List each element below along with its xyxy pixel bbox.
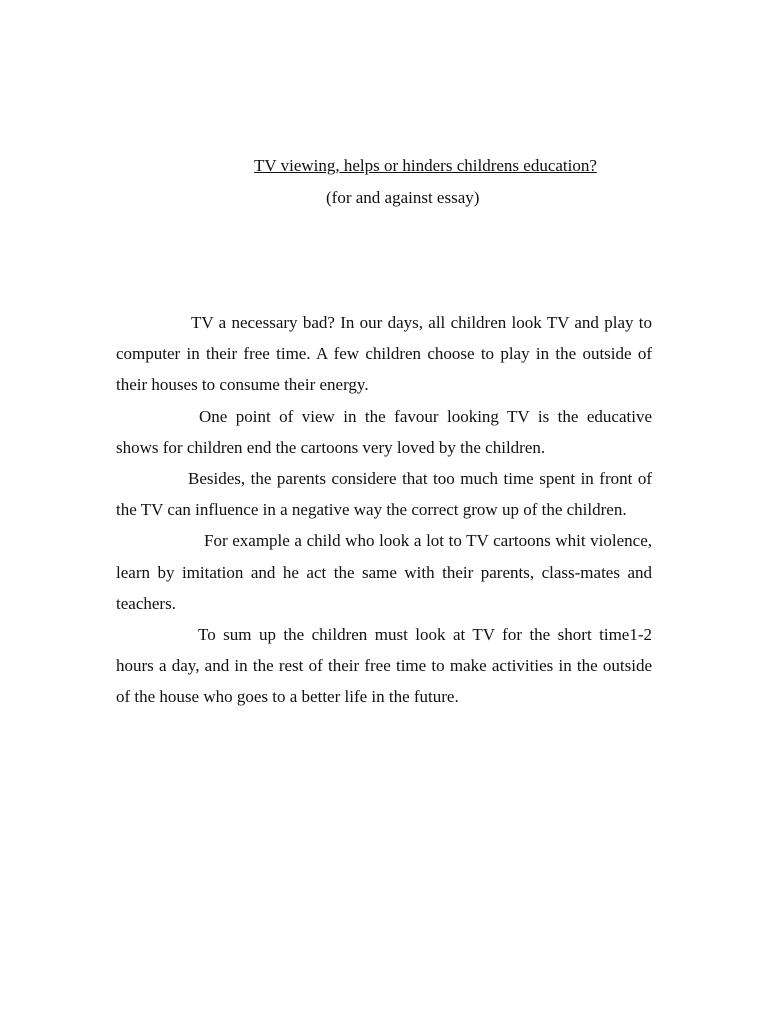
essay-subtitle: (for and against essay) <box>326 188 480 207</box>
paragraph-5: To sum up the children must look at TV for the short time1-2 hours a day, and in the rest of their free time to make activities in the outside of the house who goes to a better life in the future. <box>116 625 652 707</box>
paragraph-4: For example a child who look a lot to TV cartoons whit violence, learn by imitation and he act the same with their parents, class-mates and teachers. <box>116 531 652 613</box>
paragraph-2: One point of view in the favour looking TV is the educative shows for children end the cartoons very loved by the children. <box>116 406 652 457</box>
paragraph-1: TV a necessary bad? In our days, all children look TV and play to computer in their free time. A few children choose to play in the outside of their houses to consume their energy. <box>116 313 652 395</box>
essay-title: TV viewing, helps or hinders childrens education? <box>254 156 597 175</box>
paragraph-3: Besides, the parents considere that too much time spent in front of the TV can influence in a negative way the correct grow up of the children. <box>116 469 652 520</box>
essay-body <box>116 307 652 713</box>
